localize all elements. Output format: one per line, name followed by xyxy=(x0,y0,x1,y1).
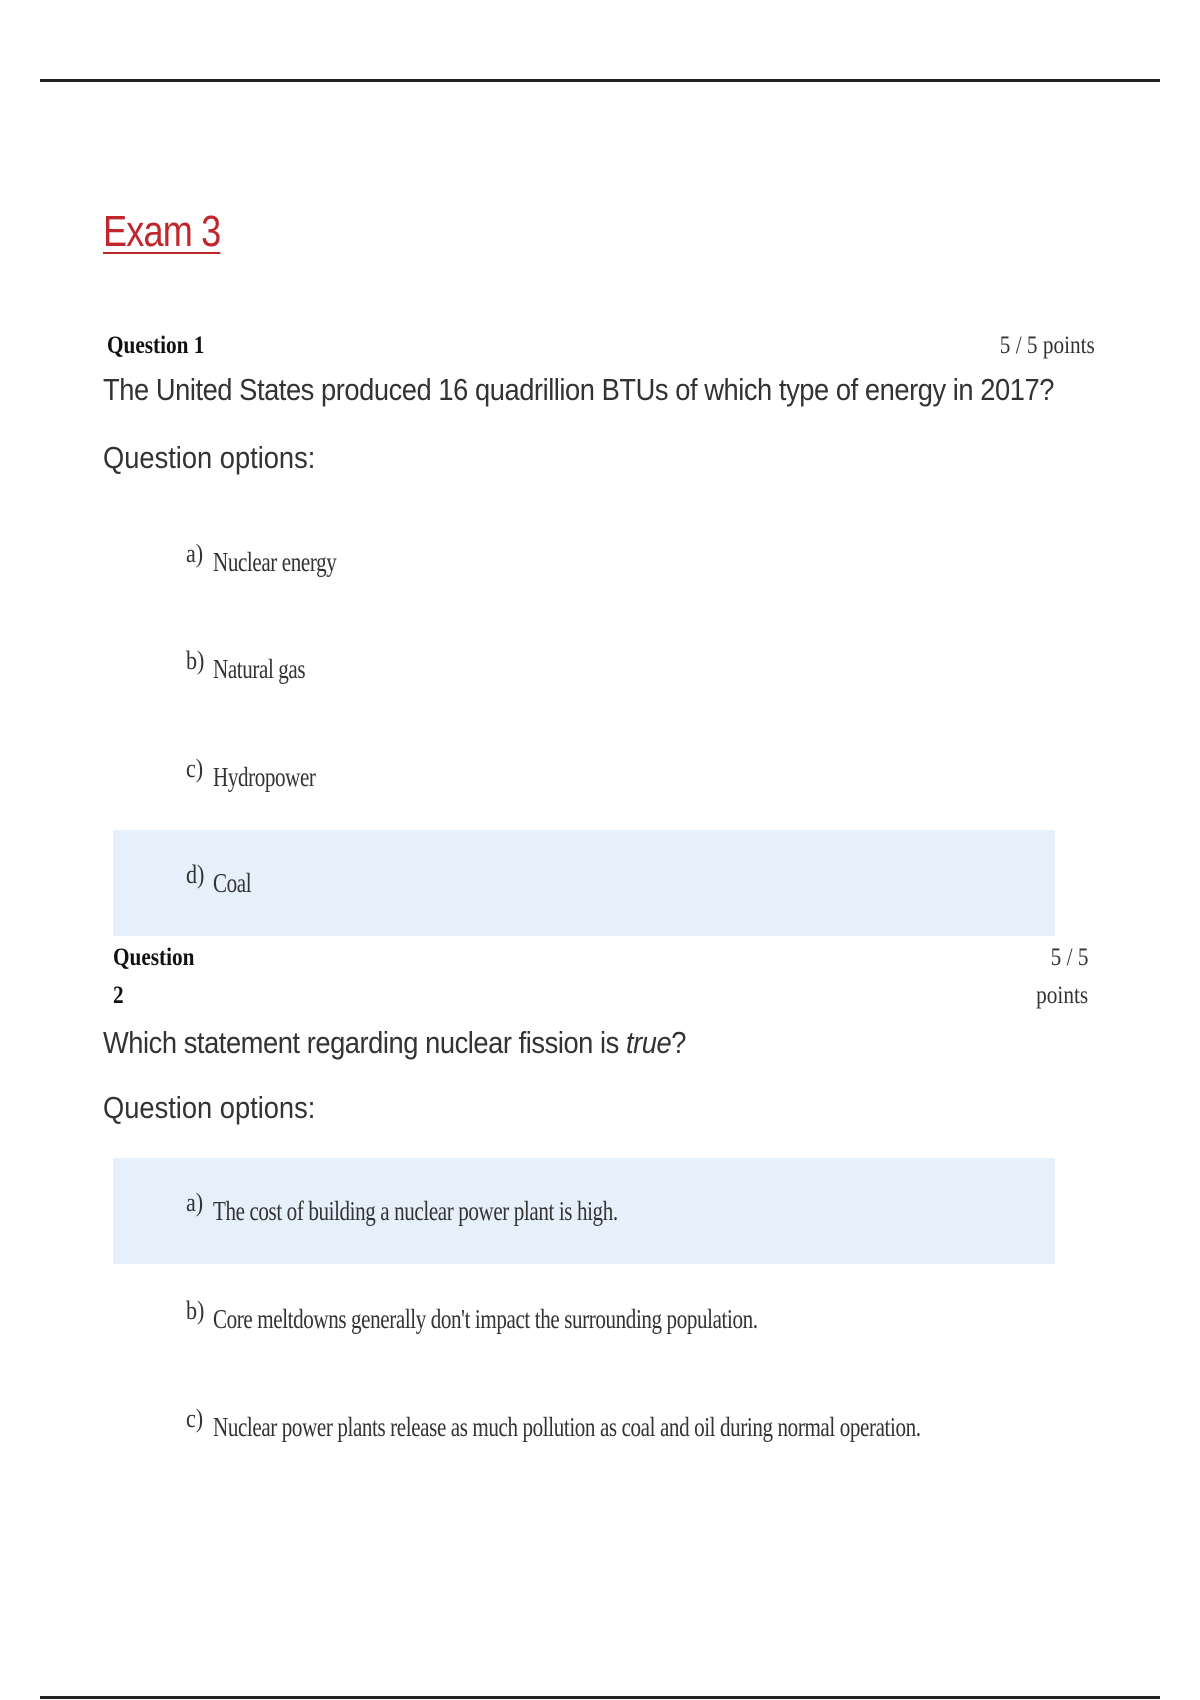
option-text: Core meltdowns generally don't impact the surrounding population. xyxy=(213,1304,758,1334)
option-text: Hydropower xyxy=(213,762,316,792)
option-letter: a) xyxy=(186,1188,204,1217)
option-letter: d) xyxy=(186,860,205,889)
option-text: Natural gas xyxy=(213,654,306,684)
option-b[interactable] xyxy=(113,1266,1055,1372)
option-text: Coal xyxy=(213,868,252,898)
question-points-unit: points xyxy=(1036,982,1088,1009)
question-text-end: ? xyxy=(671,1025,687,1060)
exam-title[interactable]: Exam 3 xyxy=(103,207,221,256)
question-label: Question xyxy=(113,944,195,971)
option-b[interactable] xyxy=(113,614,1055,720)
question-options-label: Question options: xyxy=(103,1090,316,1125)
question-number: 2 xyxy=(113,982,124,1009)
option-a-selected[interactable] xyxy=(113,1158,1055,1264)
bottom-divider xyxy=(40,1696,1160,1699)
option-d-selected[interactable] xyxy=(113,830,1055,936)
question-label: Question 1 xyxy=(107,332,205,359)
option-text: Nuclear power plants release as much pollution as coal and oil during normal operation. xyxy=(213,1412,921,1442)
question-text-lead: Which statement regarding nuclear fission is xyxy=(103,1025,627,1060)
option-c[interactable] xyxy=(113,1374,1055,1480)
top-divider xyxy=(40,79,1160,82)
option-text: Nuclear energy xyxy=(213,547,337,577)
option-letter: b) xyxy=(186,1296,205,1325)
option-letter: c) xyxy=(186,754,204,783)
option-text: The cost of building a nuclear power plant is high. xyxy=(213,1196,618,1226)
question-text: The United States produced 16 quadrillion BTUs of which type of energy in 2017? xyxy=(103,372,1054,407)
question-points: 5 / 5 points xyxy=(999,332,1095,359)
option-c[interactable] xyxy=(113,722,1055,828)
option-a[interactable] xyxy=(113,507,1055,613)
question-points: 5 / 5 xyxy=(1050,944,1088,971)
option-letter: c) xyxy=(186,1404,204,1433)
question-options-label: Question options: xyxy=(103,440,316,475)
option-letter: b) xyxy=(186,646,205,675)
question-text-emphasis: true xyxy=(626,1025,672,1060)
option-letter: a) xyxy=(186,539,204,568)
question-text xyxy=(103,1025,686,1061)
